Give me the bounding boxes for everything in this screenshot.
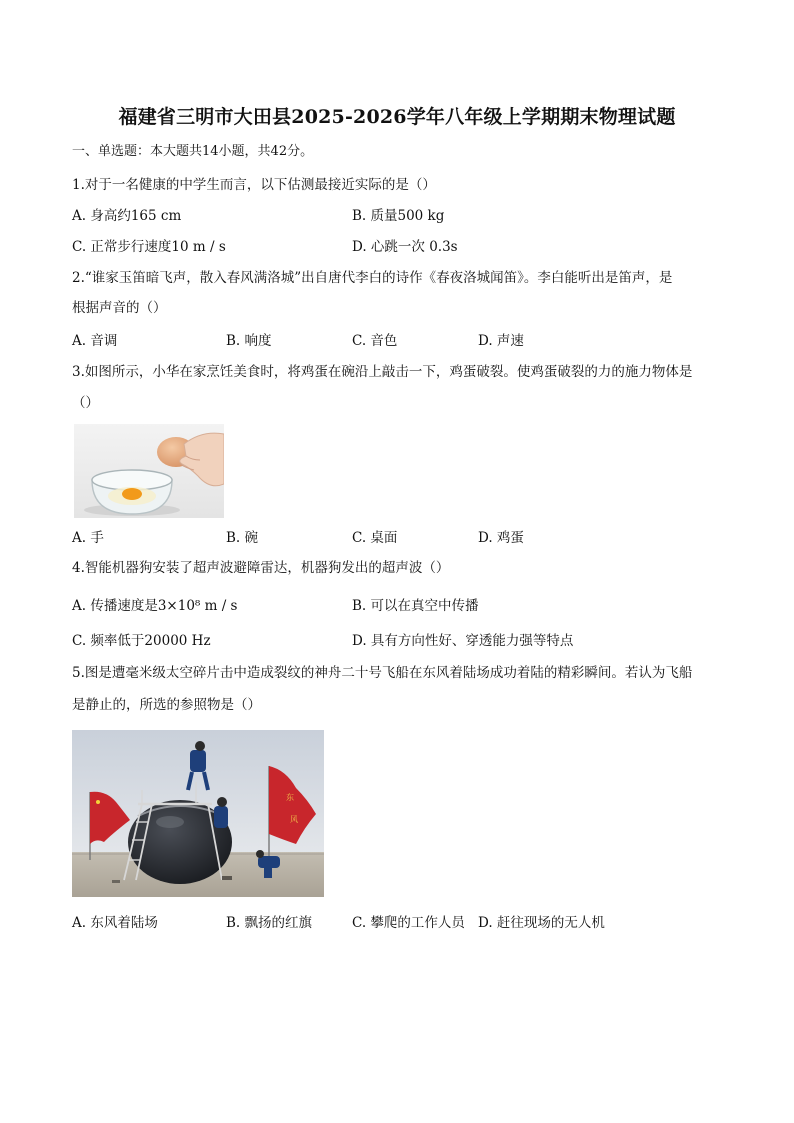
svg-text:风: 风 <box>290 815 298 824</box>
section-heading: 一、单选题：本大题共14小题，共42分。 <box>72 144 314 159</box>
question-5-stem-line-2: 是静止的，所选的参照物是（） <box>72 697 261 713</box>
question-4-option-a[interactable]: A. 传播速度是3×10⁸ m / s <box>72 598 238 614</box>
question-1-option-a[interactable]: A. 身高约165 cm <box>72 208 182 224</box>
question-1-stem: 1.对于一名健康的中学生而言，以下估测最接近实际的是（） <box>72 177 436 193</box>
question-3-option-c[interactable]: C. 桌面 <box>352 530 398 546</box>
question-2-stem-line-1: 2.“谁家玉笛暗飞声，散入春风满洛城”出自唐代李白的诗作《春夜洛城闻笛》。李白能听出是笛声，是 <box>72 270 673 286</box>
question-5-option-b[interactable]: B. 飘扬的红旗 <box>226 915 313 931</box>
question-4-option-b[interactable]: B. 可以在真空中传播 <box>352 598 479 614</box>
question-1-option-d[interactable]: D. 心跳一次 0.3s <box>352 239 458 255</box>
question-5-option-d[interactable]: D. 赶往现场的无人机 <box>478 915 605 931</box>
question-3-stem-line-2: （） <box>72 395 99 411</box>
question-1-option-c[interactable]: C. 正常步行速度10 m / s <box>72 239 226 255</box>
question-4-stem: 4.智能机器狗安装了超声波避障雷达，机器狗发出的超声波（） <box>72 560 450 576</box>
question-5-stem-line-1: 5.图是遭毫米级太空碎片击中造成裂纹的神舟二十号飞船在东风着陆场成功着陆的精彩瞬间。若认为飞船 <box>72 665 693 681</box>
question-3-option-a[interactable]: A. 手 <box>72 530 104 546</box>
svg-text:东: 东 <box>286 793 294 802</box>
question-2-option-c[interactable]: C. 音色 <box>352 333 398 349</box>
question-2-stem-line-2: 根据声音的（） <box>72 300 167 316</box>
question-5-option-a[interactable]: A. 东风着陆场 <box>72 915 158 931</box>
question-5-option-c[interactable]: C. 攀爬的工作人员 <box>352 915 465 931</box>
question-3-stem-line-1: 3.如图所示，小华在家烹饪美食时，将鸡蛋在碗沿上敲击一下，鸡蛋破裂。使鸡蛋破裂的力的施力物体是 <box>72 364 693 380</box>
question-1-option-b[interactable]: B. 质量500 kg <box>352 208 445 224</box>
question-4-option-c[interactable]: C. 频率低于20000 Hz <box>72 633 211 649</box>
question-2-option-a[interactable]: A. 音调 <box>72 333 118 349</box>
question-4-option-d[interactable]: D. 具有方向性好、穿透能力强等特点 <box>352 633 574 649</box>
question-3-option-b[interactable]: B. 碗 <box>226 530 259 546</box>
landing-capsule-photo <box>72 730 324 897</box>
question-2-option-d[interactable]: D. 声速 <box>478 333 524 349</box>
egg-bowl-photo <box>74 424 224 518</box>
question-2-option-b[interactable]: B. 响度 <box>226 333 272 349</box>
question-3-option-d[interactable]: D. 鸡蛋 <box>478 530 524 546</box>
document-title: 福建省三明市大田县2025-2026学年八年级上学期期末物理试题 <box>118 106 676 128</box>
